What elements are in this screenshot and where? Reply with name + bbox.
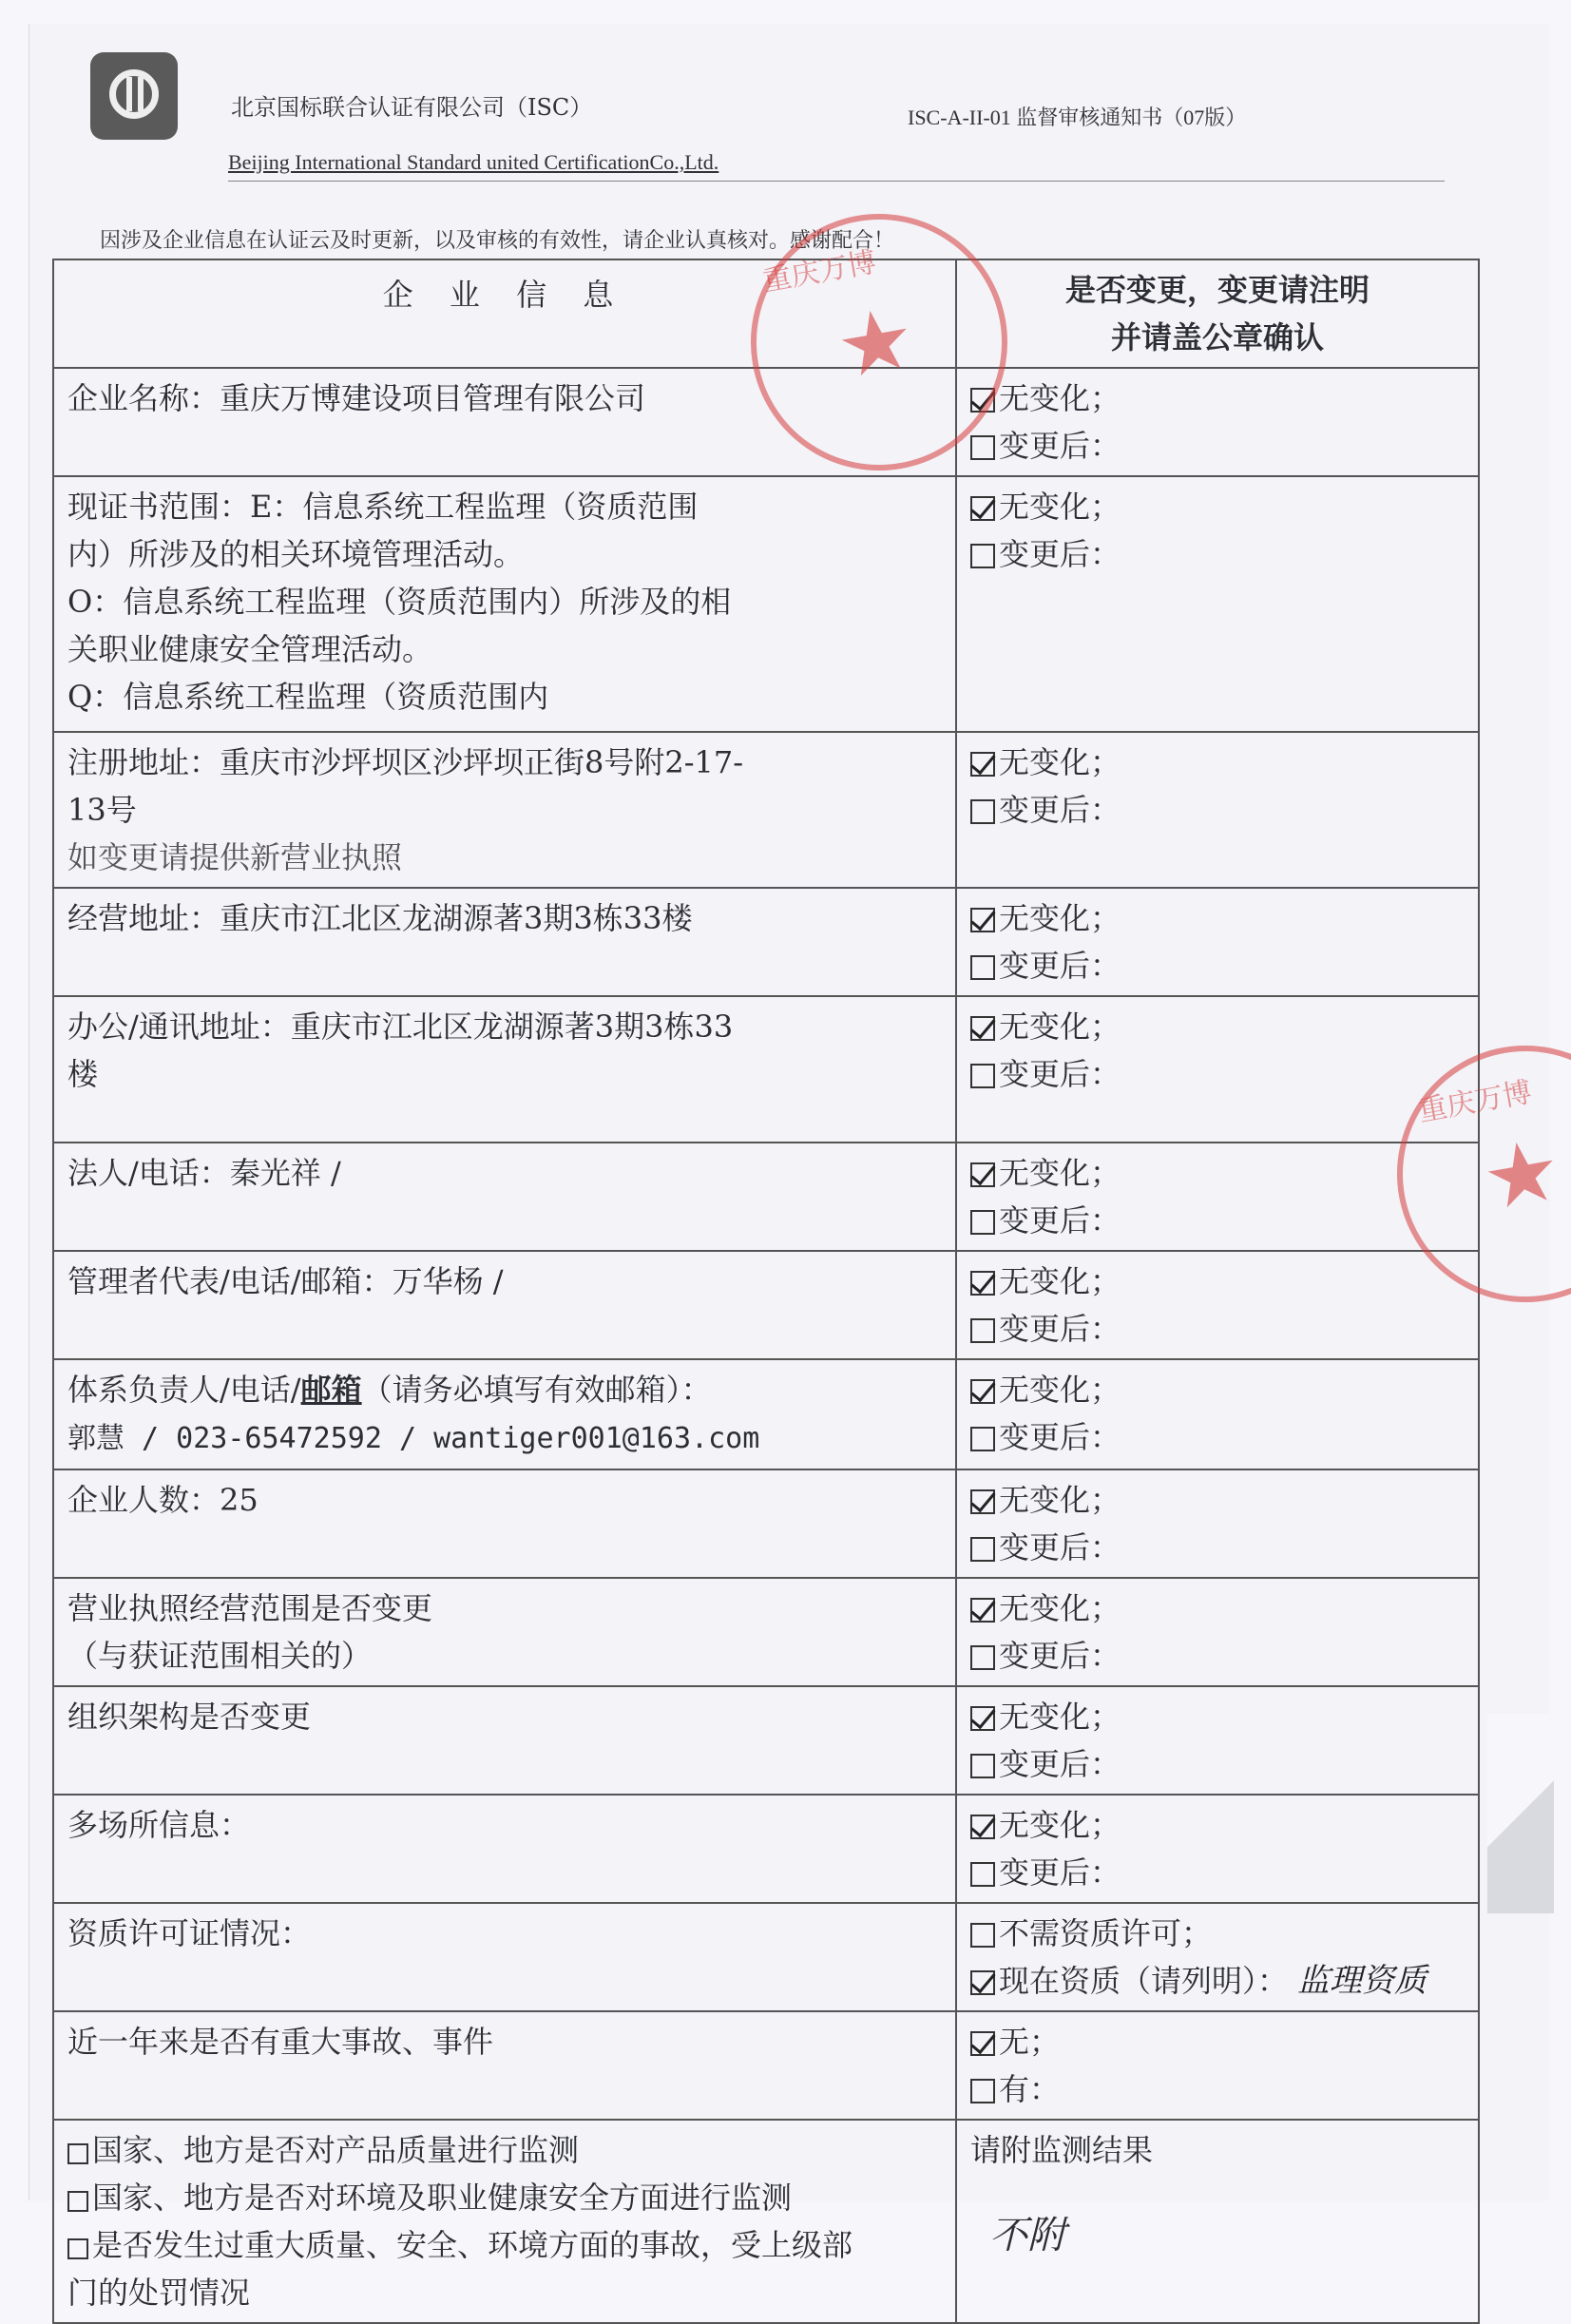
changed-checkbox[interactable] <box>970 955 995 980</box>
company-seal-top: ★ 重庆万博 <box>731 194 1028 491</box>
table-row <box>53 1359 1479 1469</box>
changed-checkbox[interactable] <box>970 1427 995 1451</box>
accident-field: 近一年来是否有重大事故、事件 <box>53 2011 956 2120</box>
page-corner-fold <box>1487 1714 1554 1913</box>
system-owner-field: 体系负责人/电话/邮箱（请务必填写有效邮箱）： 郭慧 / 023-65472592 / wantiger001@163.com <box>53 1359 956 1469</box>
table-row <box>53 2011 1479 2120</box>
change-options: 无变化； 变更后： <box>956 1795 1479 1903</box>
penalty-checkbox[interactable] <box>67 2238 88 2259</box>
result-title: 请附监测结果 <box>970 2132 1154 2168</box>
change-options: 无变化； 变更后： <box>956 732 1479 888</box>
business-address-field: 经营地址：重庆市江北区龙湖源著3期3栋33楼 <box>53 888 956 996</box>
office-address-field: 办公/通讯地址：重庆市江北区龙湖源著3期3栋33 楼 <box>53 996 956 1143</box>
legal-person-field: 法人/电话：秦光祥 / <box>53 1143 956 1251</box>
table-row <box>53 1686 1479 1795</box>
system-owner-contact: 郭慧 / 023-65472592 / wantiger001@163.com <box>67 1422 760 1455</box>
monitoring-field: 国家、地方是否对产品质量进行监测 国家、地方是否对环境及职业健康安全方面进行监测 是否发生过重大质量、安全、环境方面的事故，受上级部 门的处罚情况 <box>53 2120 956 2323</box>
changed-checkbox[interactable] <box>970 799 995 824</box>
qualification-handwritten: 监理资质 <box>1297 1962 1427 2000</box>
company-seal-right: ★ 重庆万博 <box>1377 1026 1571 1323</box>
changed-checkbox[interactable] <box>970 544 995 568</box>
license-scope-field: 营业执照经营范围是否变更 （与获证范围相关的） <box>53 1578 956 1686</box>
org-structure-field: 组织架构是否变更 <box>53 1686 956 1795</box>
no-accident-checkbox[interactable] <box>970 2031 995 2056</box>
change-options: 无变化； 变更后： <box>956 888 1479 996</box>
management-rep-field: 管理者代表/电话/邮箱：万华杨 / <box>53 1251 956 1359</box>
no-change-checkbox[interactable] <box>970 496 995 521</box>
change-options: 无变化； 变更后： <box>956 1359 1479 1469</box>
no-change-checkbox[interactable] <box>970 1598 995 1623</box>
enterprise-info-table <box>52 259 1480 2324</box>
no-qualification-checkbox[interactable] <box>970 1923 995 1948</box>
result-handwritten: 不附 <box>989 2214 1065 2257</box>
changed-checkbox[interactable] <box>970 1754 995 1778</box>
table-row <box>53 996 1479 1143</box>
letterhead <box>90 52 1440 176</box>
no-change-checkbox[interactable] <box>970 1271 995 1296</box>
certificate-scope-field: 现证书范围：E：信息系统工程监理（资质范围 内）所涉及的相关环境管理活动。 O：信息系统工程监理（资质范围内）所涉及的相 关职业健康安全管理活动。 Q：信息系统工程监理（资质范围内 <box>53 476 956 732</box>
table-row <box>53 1251 1479 1359</box>
header-enterprise-info: 企 业 信 息 <box>53 259 956 368</box>
changed-checkbox[interactable] <box>970 435 995 460</box>
headcount-field: 企业人数：25 <box>53 1469 956 1578</box>
qualification-options: 不需资质许可； 现在资质（请列明）： 监理资质 <box>956 1903 1479 2011</box>
changed-checkbox[interactable] <box>970 1862 995 1887</box>
no-change-checkbox[interactable] <box>970 1815 995 1839</box>
company-name-en: Beijing International Standard united CertificationCo.,Ltd. <box>228 150 719 174</box>
table-row <box>53 2120 1479 2323</box>
notice-text: 因涉及企业信息在认证云及时更新，以及审核的有效性，请企业认真核对。感谢配合！ <box>100 229 895 253</box>
change-options: 无变化； 变更后： <box>956 1143 1479 1251</box>
accident-options: 无； 有： <box>956 2011 1479 2120</box>
has-qualification-checkbox[interactable] <box>970 1970 995 1995</box>
company-name-cn: 北京国标联合认证有限公司（ISC） <box>231 94 593 121</box>
multi-site-field: 多场所信息： <box>53 1795 956 1903</box>
no-change-checkbox[interactable] <box>970 1016 995 1041</box>
changed-checkbox[interactable] <box>970 1210 995 1235</box>
change-options: 无变化； 变更后： <box>956 368 1479 476</box>
header-change-status: 是否变更，变更请注明 并请盖公章确认 <box>956 259 1479 368</box>
table-row <box>53 1469 1479 1578</box>
env-monitor-checkbox[interactable] <box>67 2191 88 2212</box>
change-options: 无变化； 变更后： <box>956 1686 1479 1795</box>
registered-address-hint: 如变更请提供新营业执照 <box>67 839 403 875</box>
company-name-field: 企业名称：重庆万博建设项目管理有限公司 <box>53 368 956 476</box>
table-row <box>53 1578 1479 1686</box>
changed-checkbox[interactable] <box>970 1064 995 1088</box>
no-change-checkbox[interactable] <box>970 1162 995 1187</box>
change-options: 无变化； 变更后： <box>956 1578 1479 1686</box>
quality-monitor-checkbox[interactable] <box>67 2143 88 2164</box>
table-row <box>53 732 1479 888</box>
no-change-checkbox[interactable] <box>970 908 995 932</box>
table-row <box>53 1143 1479 1251</box>
changed-checkbox[interactable] <box>970 1645 995 1670</box>
no-change-checkbox[interactable] <box>970 1489 995 1514</box>
changed-checkbox[interactable] <box>970 1318 995 1343</box>
header-divider <box>228 181 1445 182</box>
table-row <box>53 888 1479 996</box>
has-accident-checkbox[interactable] <box>970 2079 995 2103</box>
change-options: 无变化； 变更后： <box>956 1251 1479 1359</box>
no-change-checkbox[interactable] <box>970 752 995 777</box>
changed-checkbox[interactable] <box>970 1537 995 1562</box>
table-row <box>53 1795 1479 1903</box>
document-code: ISC-A-II-01 监督审核通知书（07版） <box>908 106 1247 129</box>
change-options: 无变化； 变更后： <box>956 476 1479 732</box>
isc-logo <box>90 52 178 140</box>
registered-address-field: 注册地址：重庆市沙坪坝区沙坪坝正街8号附2-17- 13号 如变更请提供新营业执照 <box>53 732 956 888</box>
monitoring-result <box>956 2120 1479 2323</box>
change-options: 无变化； 变更后： <box>956 996 1479 1143</box>
no-change-checkbox[interactable] <box>970 1706 995 1731</box>
no-change-checkbox[interactable] <box>970 1379 995 1404</box>
qualification-field: 资质许可证情况： <box>53 1903 956 2011</box>
table-row <box>53 476 1479 732</box>
table-row <box>53 1903 1479 2011</box>
change-options: 无变化； 变更后： <box>956 1469 1479 1578</box>
